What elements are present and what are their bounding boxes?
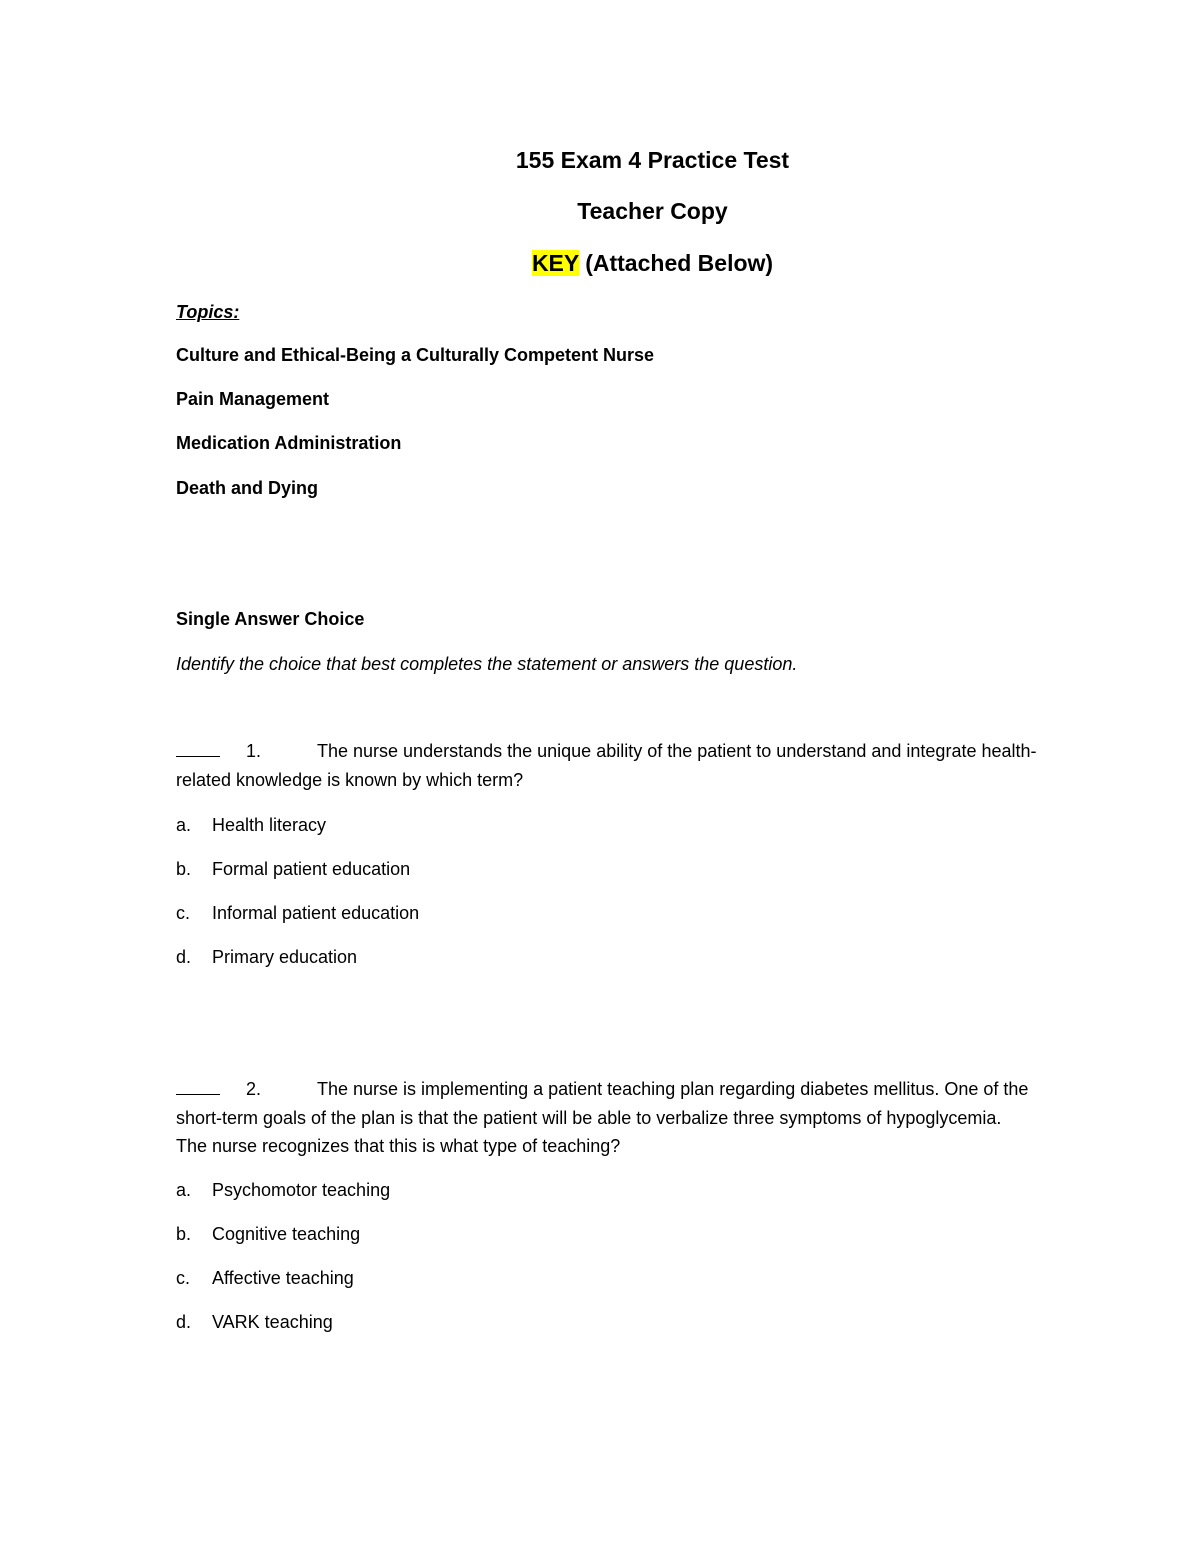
- option-letter: a.: [176, 815, 192, 835]
- key-highlight: KEY: [531, 250, 579, 276]
- question-number: 2.: [246, 1079, 262, 1099]
- option-letter: d.: [176, 947, 192, 967]
- question-2-row: [176, 1075, 1136, 1103]
- answer-blank[interactable]: [176, 1076, 220, 1095]
- option-text: Informal patient education: [212, 903, 420, 923]
- topics-label: Topics:: [176, 302, 240, 322]
- question-text-line: The nurse recognizes that this is what type of teaching?: [176, 1136, 621, 1156]
- topic-item: Pain Management: [176, 389, 330, 409]
- option-a: [176, 813, 326, 837]
- option-text: Primary education: [212, 947, 358, 967]
- option-b: [176, 857, 410, 881]
- question-1-row: [176, 737, 1136, 765]
- option-text: Psychomotor teaching: [212, 1180, 391, 1200]
- option-a: [176, 1178, 390, 1202]
- option-letter: c.: [176, 1268, 191, 1288]
- option-letter: b.: [176, 859, 192, 879]
- option-text: VARK teaching: [212, 1312, 333, 1332]
- option-text: Formal patient education: [212, 859, 411, 879]
- option-text: Cognitive teaching: [212, 1224, 361, 1244]
- option-letter: b.: [176, 1224, 192, 1244]
- question-text-line: The nurse is implementing a patient teaching plan regarding diabetes mellitus. One of the: [317, 1079, 1029, 1099]
- option-text: Affective teaching: [212, 1268, 354, 1288]
- option-c: [176, 1266, 354, 1290]
- topic-item: Death and Dying: [176, 478, 319, 498]
- question-text-line: short-term goals of the plan is that the patient will be able to verbalize three symptoms of hypoglycemia.: [176, 1108, 1002, 1128]
- option-c: [176, 901, 419, 925]
- topic-item: Culture and Ethical-Being a Culturally Competent Nurse: [176, 345, 655, 365]
- question-number: 1.: [246, 741, 262, 761]
- option-d: [176, 945, 357, 969]
- question-text-line: related knowledge is known by which term?: [176, 770, 524, 790]
- option-letter: a.: [176, 1180, 192, 1200]
- option-letter: d.: [176, 1312, 192, 1332]
- answer-blank[interactable]: [176, 738, 220, 757]
- key-line: [0, 249, 1200, 277]
- option-d: [176, 1310, 333, 1334]
- option-b: [176, 1222, 360, 1246]
- topic-item: Medication Administration: [176, 433, 402, 453]
- key-rest: (Attached Below): [578, 250, 774, 276]
- document-title: 155 Exam 4 Practice Test: [515, 147, 790, 173]
- section-instruction: Identify the choice that best completes the statement or answers the question.: [176, 654, 798, 674]
- document-subtitle: Teacher Copy: [577, 198, 728, 224]
- option-text: Health literacy: [212, 815, 327, 835]
- option-letter: c.: [176, 903, 191, 923]
- question-text-line: The nurse understands the unique ability of the patient to understand and integrate health-: [317, 741, 1037, 761]
- section-heading: Single Answer Choice: [176, 609, 365, 629]
